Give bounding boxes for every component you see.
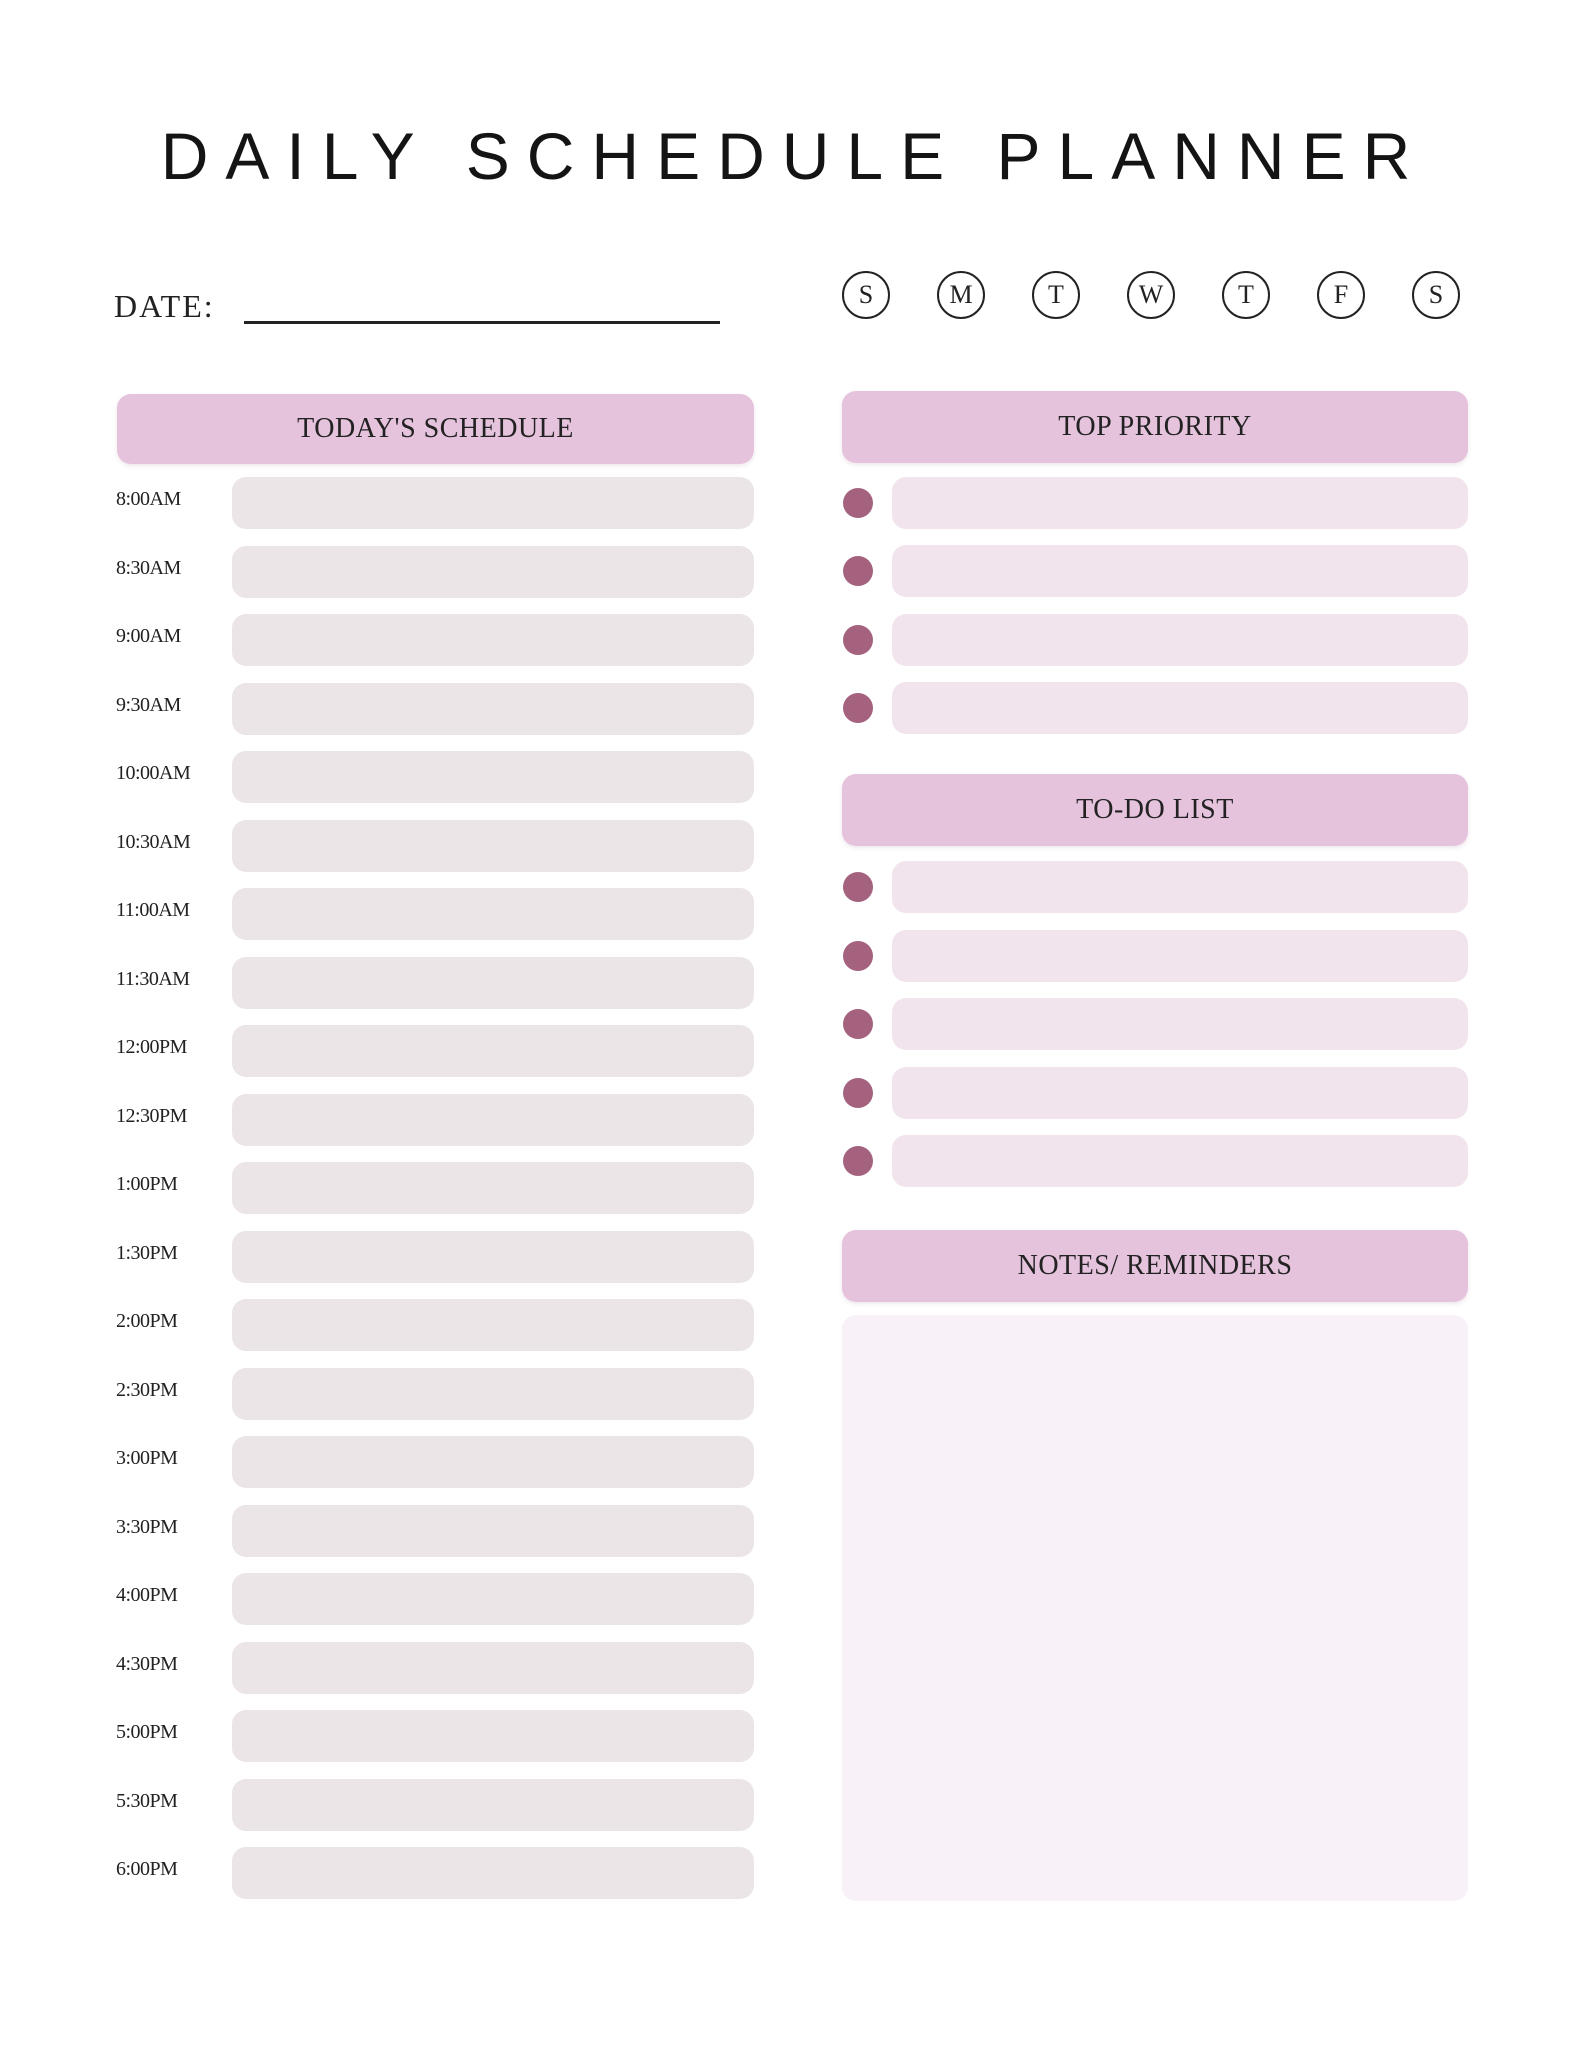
notes-area[interactable] <box>842 1315 1468 1901</box>
bullet-dot <box>843 625 873 655</box>
schedule-slot[interactable] <box>232 1436 754 1488</box>
top-priority-header: TOP PRIORITY <box>842 391 1468 463</box>
date-label: DATE: <box>114 288 215 324</box>
todo-header: TO-DO LIST <box>842 774 1468 846</box>
weekday-wednesday[interactable]: W <box>1127 271 1175 319</box>
weekday-thursday[interactable]: T <box>1222 271 1270 319</box>
priority-field[interactable] <box>892 614 1468 666</box>
time-label: 2:30PM <box>116 1379 178 1401</box>
schedule-slot[interactable] <box>232 1642 754 1694</box>
bullet-dot <box>843 1009 873 1039</box>
schedule-slot[interactable] <box>232 614 754 666</box>
date-input-line[interactable] <box>244 321 720 324</box>
time-label: 10:30AM <box>116 831 191 853</box>
schedule-slot[interactable] <box>232 1847 754 1899</box>
todo-field[interactable] <box>892 1135 1468 1187</box>
schedule-slot[interactable] <box>232 477 754 529</box>
schedule-slot[interactable] <box>232 751 754 803</box>
time-label: 5:30PM <box>116 1790 178 1812</box>
schedule-slot[interactable] <box>232 1231 754 1283</box>
time-label: 11:00AM <box>116 899 190 921</box>
bullet-dot <box>843 941 873 971</box>
schedule-slot[interactable] <box>232 1162 754 1214</box>
bullet-dot <box>843 693 873 723</box>
schedule-slot[interactable] <box>232 1025 754 1077</box>
time-label: 12:30PM <box>116 1105 187 1127</box>
notes-header: NOTES/ REMINDERS <box>842 1230 1468 1302</box>
weekday-monday[interactable]: M <box>937 271 985 319</box>
time-label: 9:30AM <box>116 694 181 716</box>
todo-field[interactable] <box>892 930 1468 982</box>
time-label: 6:00PM <box>116 1858 178 1880</box>
bullet-dot <box>843 488 873 518</box>
schedule-slot[interactable] <box>232 1368 754 1420</box>
time-label: 4:30PM <box>116 1653 178 1675</box>
schedule-slot[interactable] <box>232 1710 754 1762</box>
weekday-friday[interactable]: F <box>1317 271 1365 319</box>
time-label: 10:00AM <box>116 762 191 784</box>
time-label: 3:30PM <box>116 1516 178 1538</box>
weekday-sunday[interactable]: S <box>842 271 890 319</box>
weekday-tuesday[interactable]: T <box>1032 271 1080 319</box>
weekday-selector <box>842 271 1470 327</box>
bullet-dot <box>843 556 873 586</box>
page-title: DAILY SCHEDULE PLANNER <box>160 119 1428 193</box>
time-label: 9:00AM <box>116 625 181 647</box>
time-label: 5:00PM <box>116 1721 178 1743</box>
time-label: 11:30AM <box>116 968 190 990</box>
schedule-slot[interactable] <box>232 1505 754 1557</box>
todo-field[interactable] <box>892 1067 1468 1119</box>
schedule-slot[interactable] <box>232 957 754 1009</box>
time-label: 3:00PM <box>116 1447 178 1469</box>
schedule-slot[interactable] <box>232 1299 754 1351</box>
bullet-dot <box>843 1146 873 1176</box>
todo-field[interactable] <box>892 861 1468 913</box>
bullet-dot <box>843 1078 873 1108</box>
time-label: 1:30PM <box>116 1242 178 1264</box>
time-label: 8:00AM <box>116 488 181 510</box>
priority-field[interactable] <box>892 477 1468 529</box>
priority-field[interactable] <box>892 682 1468 734</box>
schedule-slot[interactable] <box>232 683 754 735</box>
bullet-dot <box>843 872 873 902</box>
time-label: 2:00PM <box>116 1310 178 1332</box>
time-label: 12:00PM <box>116 1036 187 1058</box>
schedule-slot[interactable] <box>232 1779 754 1831</box>
weekday-saturday[interactable]: S <box>1412 271 1460 319</box>
schedule-slot[interactable] <box>232 1094 754 1146</box>
schedule-slot[interactable] <box>232 888 754 940</box>
schedule-slot[interactable] <box>232 1573 754 1625</box>
time-label: 4:00PM <box>116 1584 178 1606</box>
time-label: 8:30AM <box>116 557 181 579</box>
priority-field[interactable] <box>892 545 1468 597</box>
schedule-slot[interactable] <box>232 820 754 872</box>
schedule-header: TODAY'S SCHEDULE <box>117 394 754 464</box>
todo-field[interactable] <box>892 998 1468 1050</box>
time-label: 1:00PM <box>116 1173 178 1195</box>
schedule-slot[interactable] <box>232 546 754 598</box>
